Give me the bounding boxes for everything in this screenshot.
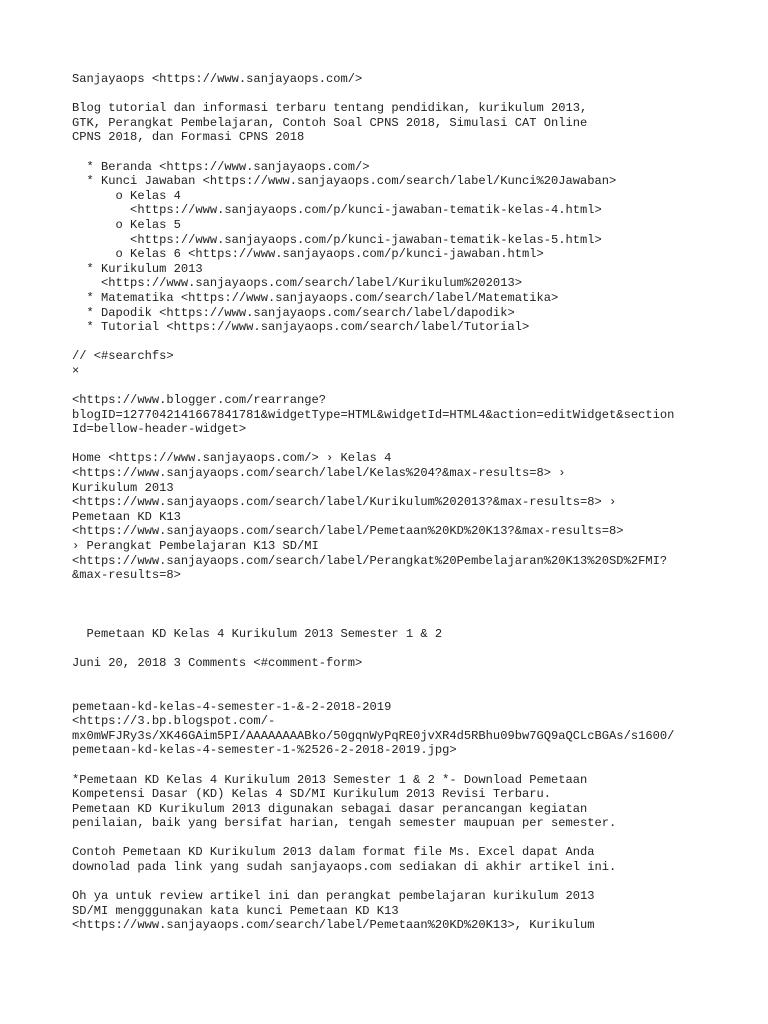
text-line: GTK, Perangkat Pembelajaran, Contoh Soal CPNS 2018, Simulasi CAT Online <box>72 115 588 130</box>
blank-line <box>72 612 762 627</box>
text-line: Pemetaan KD Kurikulum 2013 digunakan sebagai dasar perancangan kegiatan <box>72 801 588 816</box>
text-line: penilaian, baik yang bersifat harian, tengah semester maupuan per semester. <box>72 816 617 831</box>
text-line: Pemetaan KD Kelas 4 Kurikulum 2013 Semester 1 & 2 <box>72 626 443 641</box>
blank-line <box>72 597 762 612</box>
text-line: o Kelas 4 <box>72 188 181 203</box>
text-line: o Kelas 5 <box>72 217 181 232</box>
text-line: *Pemetaan KD Kelas 4 Kurikulum 2013 Semester 1 & 2 *- Download Pemetaan <box>72 772 588 787</box>
text-line: <https://www.sanjayaops.com/search/label/Kurikulum%202013?&max-results=8> › <box>72 495 617 510</box>
text-line: <https://www.sanjayaops.com/search/label/Kelas%204?&max-results=8> › <box>72 466 566 481</box>
text-line: pemetaan-kd-kelas-4-semester-1-%2526-2-2018-2019.jpg> <box>72 743 457 758</box>
text-line: Contoh Pemetaan KD Kurikulum 2013 dalam format file Ms. Excel dapat Anda <box>72 845 595 860</box>
blank-line <box>72 145 762 160</box>
text-line: Pemetaan KD K13 <box>72 509 181 524</box>
text-line: blogID=1277042141667841781&widgetType=HTML&widgetId=HTML4&action=editWidget&section <box>72 407 675 422</box>
blank-line <box>72 875 762 890</box>
text-line: CPNS 2018, dan Formasi CPNS 2018 <box>72 130 305 145</box>
text-line: <https://www.sanjayaops.com/search/label/Pemetaan%20KD%20K13?&max-results=8> <box>72 524 624 539</box>
text-line: SD/MI mengggunakan kata kunci Pemetaan KD K13 <box>72 903 399 918</box>
text-line: mx0mWFJRy3s/XK46GAim5PI/AAAAAAAABko/50gqnWyPqRE0jvXR4d5RBhu09bw7GQ9aQCLcBGAs/s1600/ <box>72 728 675 743</box>
text-line: <https://www.sanjayaops.com/p/kunci-jawaban-tematik-kelas-4.html> <box>72 203 602 218</box>
text-line: o Kelas 6 <https://www.sanjayaops.com/p/kunci-jawaban.html> <box>72 247 544 262</box>
text-line: Kompetensi Dasar (KD) Kelas 4 SD/MI Kurikulum 2013 Revisi Terbaru. <box>72 787 551 802</box>
text-line: <https://www.sanjayaops.com/search/label/Perangkat%20Pembelajaran%20K13%20SD%2FMI? <box>72 553 668 568</box>
blank-line <box>72 670 762 685</box>
text-line: * Kurikulum 2013 <box>72 261 203 276</box>
text-line: * Tutorial <https://www.sanjayaops.com/search/label/Tutorial> <box>72 320 530 335</box>
text-line: * Beranda <https://www.sanjayaops.com/> <box>72 159 370 174</box>
text-line: Blog tutorial dan informasi terbaru tentang pendidikan, kurikulum 2013, <box>72 101 588 116</box>
blank-line <box>72 641 762 656</box>
text-line: downolad pada link yang sudah sanjayaops.com sediakan di akhir artikel ini. <box>72 860 617 875</box>
text-line: Id=bellow-header-widget> <box>72 422 247 437</box>
text-line: Sanjayaops <https://www.sanjayaops.com/> <box>72 72 363 86</box>
blank-line <box>72 583 762 598</box>
blank-line <box>72 87 762 102</box>
text-line: <https://3.bp.blogspot.com/- <box>72 714 276 729</box>
text-line: Home <https://www.sanjayaops.com/> › Kelas 4 <box>72 451 392 466</box>
blank-line <box>72 831 762 846</box>
text-line: <https://www.sanjayaops.com/search/label/Pemetaan%20KD%20K13>, Kurikulum <box>72 918 595 933</box>
text-line: * Dapodik <https://www.sanjayaops.com/search/label/dapodik> <box>72 305 515 320</box>
text-line: <https://www.blogger.com/rearrange? <box>72 393 327 408</box>
text-line: › Perangkat Pembelajaran K13 SD/MI <box>72 539 319 553</box>
document-page <box>72 72 762 933</box>
text-line: × <box>72 363 80 378</box>
text-line: * Matematika <https://www.sanjayaops.com/search/label/Matematika> <box>72 290 559 305</box>
text-line: Kurikulum 2013 <box>72 480 174 495</box>
text-line: pemetaan-kd-kelas-4-semester-1-&-2-2018-2019 <box>72 699 392 714</box>
text-line: Juni 20, 2018 3 Comments <#comment-form> <box>72 655 363 670</box>
text-line: Oh ya untuk review artikel ini dan perangkat pembelajaran kurikulum 2013 <box>72 889 595 904</box>
blank-line <box>72 758 762 773</box>
blank-line <box>72 335 762 350</box>
text-line: * Kunci Jawaban <https://www.sanjayaops.com/search/label/Kunci%20Jawaban> <box>72 174 617 189</box>
text-line: <https://www.sanjayaops.com/search/label/Kurikulum%202013> <box>72 276 522 291</box>
blank-line <box>72 378 762 393</box>
blank-line <box>72 685 762 700</box>
text-line: &max-results=8> <box>72 568 181 583</box>
text-line: <https://www.sanjayaops.com/p/kunci-jawaban-tematik-kelas-5.html> <box>72 232 602 247</box>
text-line: // <#searchfs> <box>72 349 174 364</box>
blank-line <box>72 437 762 452</box>
